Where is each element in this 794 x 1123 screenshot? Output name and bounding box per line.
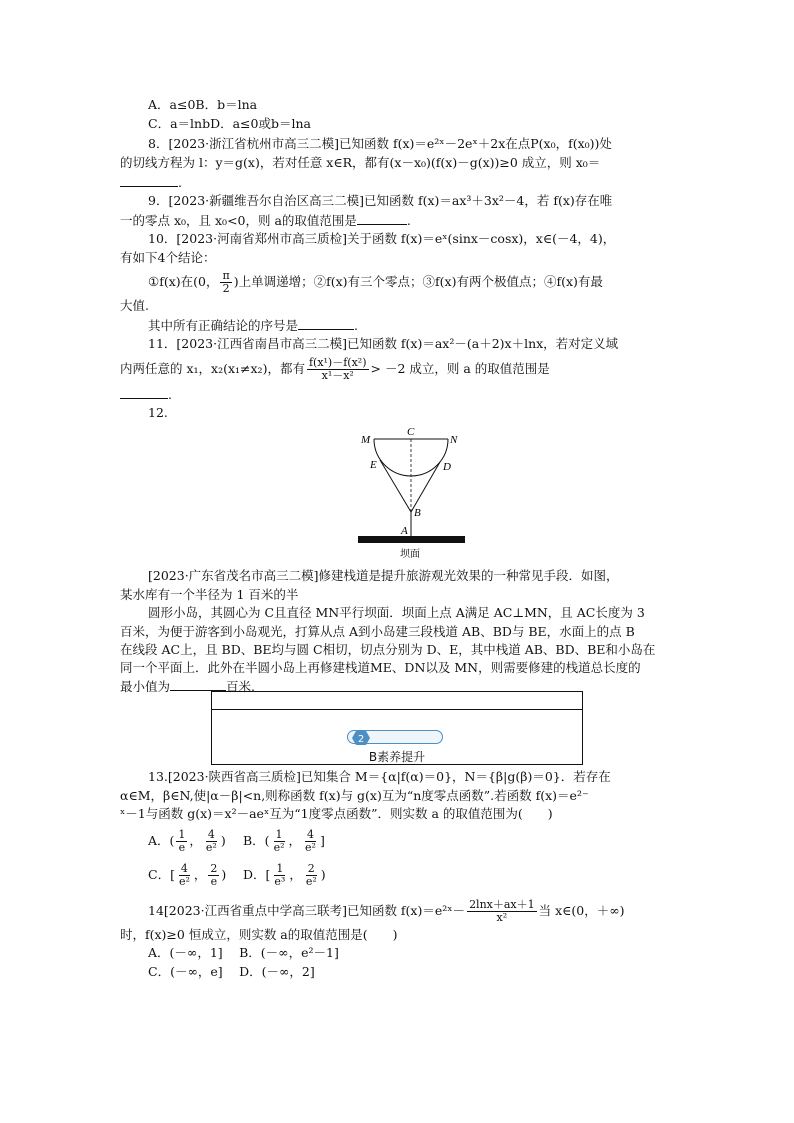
answer-blank[interactable] <box>120 386 168 399</box>
q8-line-2: 的切线方程为 l：y＝g(x)，若对任意 x∈R，都有(x－x₀)(f(x)－g(x))≥0 成立，则 x₀＝ <box>120 155 601 170</box>
q12-line-4: 百米，为便于游客到小岛观光，打算从点 A到小岛建三段栈道 AB、BD与 BE，水面上的点 B <box>120 624 635 639</box>
label-dam: 坝面 <box>400 549 420 560</box>
section-title: B素养提升 <box>368 750 426 764</box>
q12-line-1: [2023·广东省茂名市高三二模]修建栈道是提升旅游观光效果的一种常见手段．如图， <box>148 568 619 583</box>
q13-line-1: 13.[2023·陕西省高三质检]已知集合 M＝{α|f(α)＝0}，N＝{β|g(β)＝0}．若存在 <box>148 769 611 784</box>
q10-line-2: 有如下4个结论： <box>120 250 216 265</box>
q9-line-1: 9．[2023·新疆维吾尔自治区高三二模]已知函数 f(x)＝ax³＋3x²－4，若 f(x)存在唯 <box>148 193 613 208</box>
q10-line-4: 大值. <box>120 298 149 313</box>
answer-blank[interactable] <box>170 678 226 691</box>
difference-quotient-fraction: $\frac{\text{f(x¹)－f(x²)}}{\text{x¹－x²}}$ <box>308 356 367 382</box>
q10-line-5: 其中所有正确结论的序号是 . <box>148 318 358 333</box>
label-D: D <box>443 461 451 473</box>
q14-line-1: 14[2023·江西省重点中学高三联考]已知函数 f(x)＝e²ˣ－ $\frac{2\ln x+ax+1}{\text{x²}}$ 当 x∈(0，＋∞) <box>148 898 625 924</box>
q13-option-d: D．[ $\frac{1}{\text{e³}}$ ， $\frac{2}{\text{e²}}$ ) <box>243 862 326 888</box>
q8-line-1: 8．[2023·浙江省杭州市高三二模]已知函数 f(x)＝e²ˣ－2eˣ＋2x在点P(x₀，f(x₀))处 <box>148 136 612 151</box>
hexagon-badge-icon <box>352 730 370 746</box>
q13-option-a: A．( $\frac{1}{e}$ ， $\frac{4}{\text{e²}}$ ) <box>148 828 226 854</box>
q10-line-1: 10．[2023·河南省郑州市高三质检]关于函数 f(x)＝eˣ(sinx－cosx)，x∈(－4，4)， <box>148 231 616 246</box>
q13-option-b: B．( $\frac{1}{\text{e²}}$ ， $\frac{4}{\text{e²}}$ ] <box>243 828 325 854</box>
answer-blank[interactable] <box>298 317 354 330</box>
label-A: A <box>401 525 408 537</box>
q9-line-2: 一的零点 x₀，且 x₀<0，则 a的取值范围是 . <box>120 213 411 228</box>
q12-line-6: 同一个平面上．此外在半圆小岛上再修建栈道ME、DN以及 MN，则需要修建的栈道总长度的 <box>120 660 641 675</box>
label-C: C <box>407 426 415 438</box>
q8-line-3: . <box>120 174 182 191</box>
label-E: E <box>370 459 377 471</box>
q13-line-2: α∈M，β∈N,使|α－β|<n,则称函数 f(x)与 g(x)互为“n度零点函数”.若函数 f(x)＝e²⁻ <box>120 788 589 803</box>
q10-line-3: ①f(x)在(0， $\frac{\pi}{2}$ )上单调递增；②f(x)有三个零点；③f(x)有两个极值点；④f(x)有最 <box>148 269 603 295</box>
q11-line-3: . <box>120 386 172 403</box>
q14-options-ab: A．(－∞，1] B．(－∞，e²－1] <box>148 945 339 960</box>
q14-options-cd: C．(－∞，e] D．(－∞，2] <box>148 964 315 979</box>
q7-option-cd: C．a＝lnbD．a≤0或b＝lna <box>148 116 311 131</box>
q12-line-7: 最小值为 百米. <box>120 679 255 694</box>
q13-line-3: ˣ－1与函数 g(x)＝x²－aeˣ互为“1度零点函数”．则实数 a 的取值范围为( ) <box>120 806 553 821</box>
q12-line-3: 圆形小岛，其圆心为 C且直径 MN平行坝面．坝面上点 A满足 AC⊥MN，且 AC长度为 3 <box>148 605 645 620</box>
q11-line-1: 11．[2023·江西省南昌市高三二模]已知函数 f(x)＝ax²－(a＋2)x＋lnx，若对定义域 <box>148 336 619 351</box>
pi-over-2-fraction: $\frac{\pi}{2}$ <box>222 269 230 295</box>
q12-number: 12. <box>148 405 168 420</box>
q14-line-2: 时，f(x)≥0 恒成立，则实数 a的取值范围是( ) <box>120 927 398 942</box>
dam-island-figure <box>350 420 475 565</box>
label-N: N <box>450 434 458 446</box>
label-B: B <box>414 507 421 519</box>
q12-line-2: 某水库有一个半径为 1 百米的半 <box>120 587 299 602</box>
q7-option-ab: A．a≤0B．b＝lna <box>148 97 258 112</box>
answer-blank[interactable] <box>120 174 178 187</box>
q11-line-2: 内两任意的 x₁，x₂(x₁≠x₂)，都有 $\frac{\text{f(x¹)－f(x²)}}{\text{x¹－x²}}$ > －2 成立，则 a 的取值范围是 <box>120 356 550 382</box>
label-M: M <box>361 434 371 446</box>
q13-option-c: C．[ $\frac{4}{\text{e²}}$ ， $\frac{2}{e}$ ) <box>148 862 227 888</box>
answer-blank[interactable] <box>357 212 407 225</box>
q14-fraction: $\frac{2\ln x+ax+1}{\text{x²}}$ <box>469 898 535 924</box>
svg-text:2: 2 <box>357 734 365 745</box>
q12-line-5: 在线段 AC上，且 BD、BE均与圆 C相切，切点分别为 D、E，其中栈道 AB、BD、BE和小岛在 <box>120 642 656 657</box>
